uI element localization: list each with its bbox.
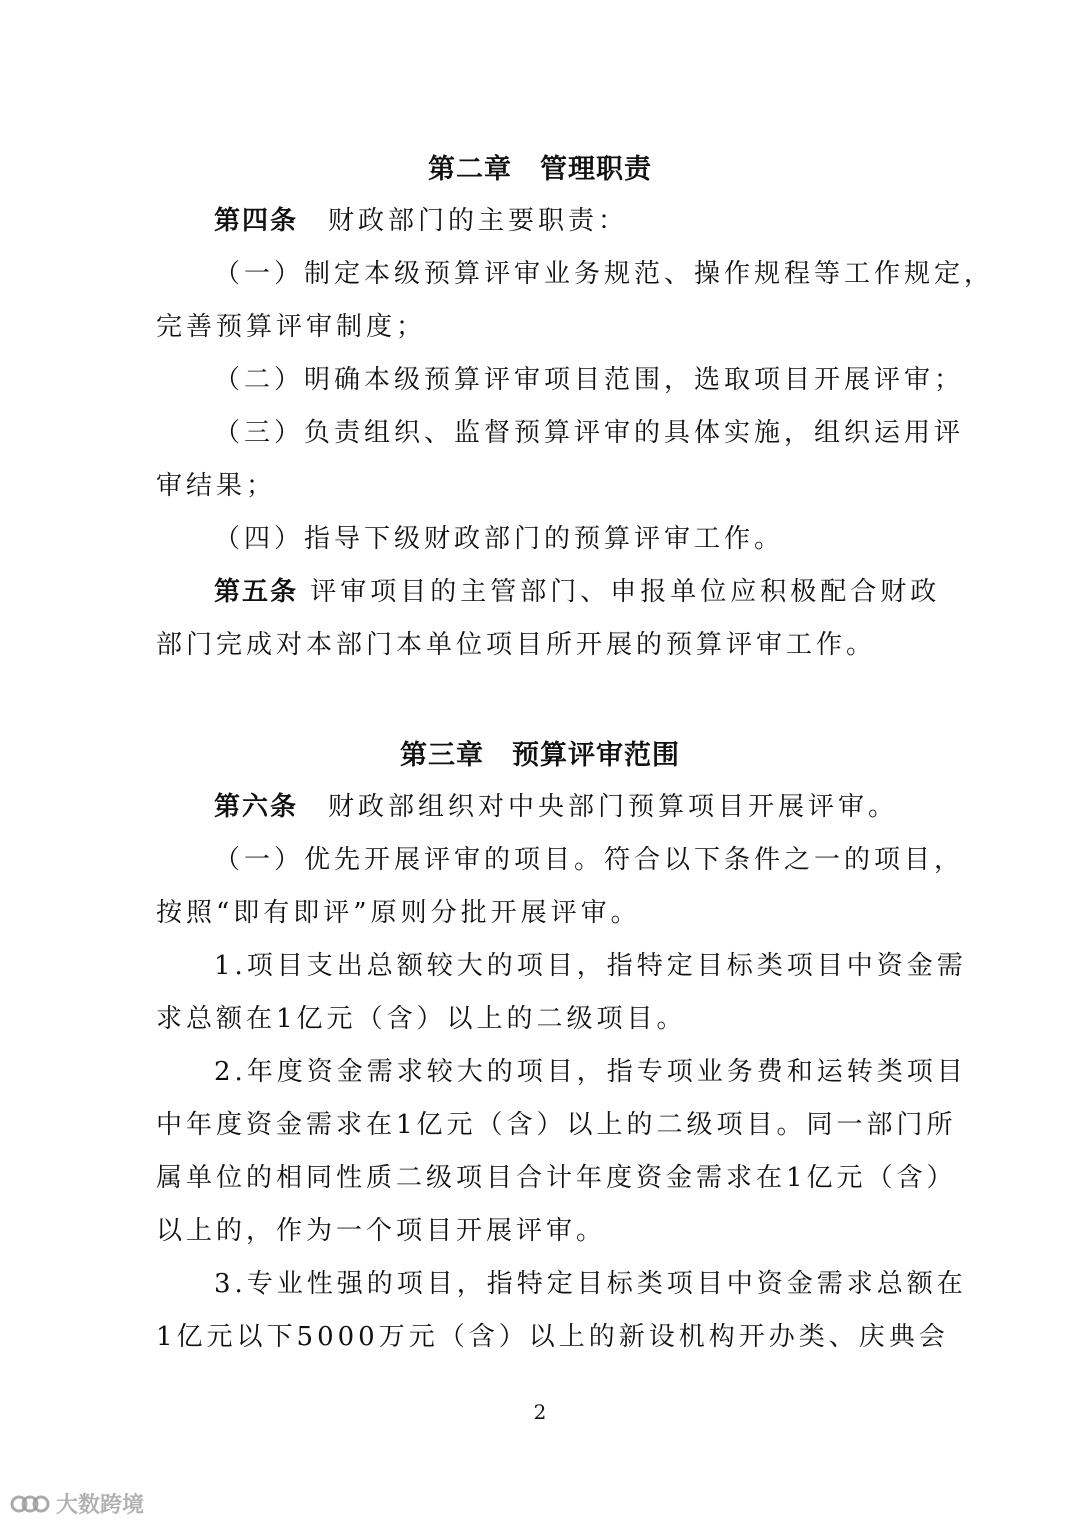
- page-number: 2: [533, 1400, 547, 1424]
- article-6-line: [214, 786, 926, 823]
- brand-logo-icon: [10, 1492, 50, 1516]
- paragraph-line: （一）制定本级预算评审业务规范、操作规程等工作规定，: [214, 259, 995, 289]
- paragraph-line: 2.年度资金需求较大的项目，指专项业务费和运转类项目: [214, 1057, 967, 1087]
- article-4-line: [214, 200, 926, 237]
- chapter-title-2: 第二章 管理职责: [428, 154, 652, 185]
- watermark: [10, 1488, 144, 1519]
- paragraph-line: （二）明确本级预算评审项目范围，选取项目开展评审；: [214, 365, 965, 395]
- paragraph-line: 中年度资金需求在1亿元（含）以上的二级项目。同一部门所: [156, 1110, 957, 1140]
- article-label: 第四条: [214, 206, 299, 236]
- watermark-text: 大数跨境: [56, 1493, 145, 1518]
- paragraph-line: 审结果；: [156, 471, 277, 501]
- chapter-title-3: 第三章 预算评审范围: [400, 740, 680, 771]
- paragraph-line: （一）优先开展评审的项目。符合以下条件之一的项目，: [214, 845, 965, 875]
- paragraph-line: 1亿元以下5000万元（含）以上的新设机构开办类、庆典会: [156, 1322, 949, 1352]
- paragraph-line: 部门完成对本部门本单位项目所开展的预算评审工作。: [156, 630, 877, 660]
- paragraph-line: 求总额在1亿元（含）以上的二级项目。: [156, 1004, 687, 1034]
- article-text: 评审项目的主管部门、申报单位应积极配合财政: [310, 577, 941, 607]
- paragraph-line: 按照“即有即评”原则分批开展评审。: [156, 898, 641, 928]
- paragraph-line: 完善预算评审制度；: [156, 312, 427, 342]
- article-5-line: [214, 571, 941, 608]
- article-label: 第五条: [214, 577, 299, 607]
- paragraph-line: 3.专业性强的项目，指特定目标类项目中资金需求总额在: [214, 1269, 967, 1299]
- paragraph-line: （三）负责组织、监督预算评审的具体实施，组织运用评: [214, 418, 965, 448]
- paragraph-line: 属单位的相同性质二级项目合计年度资金需求在1亿元（含）: [156, 1163, 957, 1193]
- article-text: 财政部门的主要职责：: [298, 206, 629, 236]
- paragraph-line: 1.项目支出总额较大的项目，指特定目标类项目中资金需: [214, 951, 967, 981]
- article-text: 财政部组织对中央部门预算项目开展评审。: [298, 792, 899, 822]
- article-label: 第六条: [214, 792, 299, 822]
- paragraph-line: （四）指导下级财政部门的预算评审工作。: [214, 524, 785, 554]
- paragraph-line: 以上的，作为一个项目开展评审。: [156, 1216, 607, 1246]
